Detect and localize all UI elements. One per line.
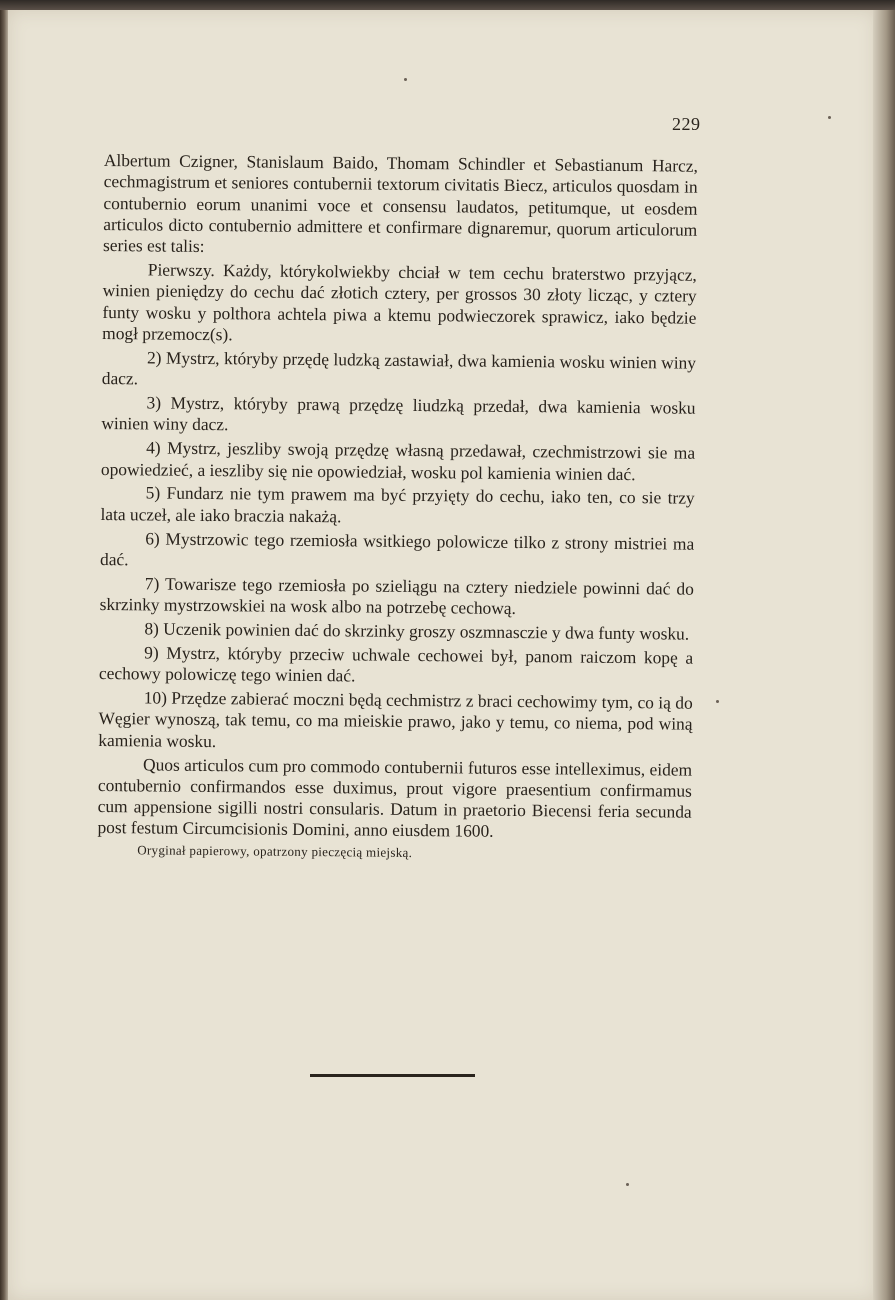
paragraph-article-10: 10) Przędze zabierać moczni będą cechmistrz z braci cechowimy tym, co ią do Węgier wynoszą, tak temu, co ma mieiskie prawo, jako y temu, co niema, pod winą kamienia wosku.: [98, 687, 693, 751]
paragraph-article-1: Pierwszy. Każdy, którykolwiekby chciał w tem cechu braterstwo przyjącz, winien pieniędzy do cechu dać złotich cztery, per grossos 30 złoty licząc, y cztery funty wosku y polthora achtela piwa a ktemu podwieczorek sprawicz, iako będzie mogł przemocz(s).: [102, 259, 697, 345]
paragraph-closing: Quos articulos cum pro commodo contubernii futuros esse intelleximus, eidem contubernio confirmandos esse duximus, prout vigore praesentium confirmamus cum appensione sigilli nostri consularis. Datum in praetorio Biecensi feria secunda post festum Circumcisionis Domini, anno eiusdem 1600.: [97, 753, 693, 842]
page-stack-edge: [873, 10, 895, 1300]
paragraph-intro: Albertum Czigner, Stanislaum Baido, Thomam Schindler et Sebastianum Harcz, cechmagistrum et seniores contubernii textorum civitatis Biecz, articulos quosdam in contubernio eorum unanimi voce et consensu laudatos, petitumque, ut eosdem articulos dicto contubernio admittere et confirmare dignaremur, quorum articulorum series est talis:: [102, 150, 698, 257]
paragraph-article-4: 4) Mystrz, jeszliby swoją przędzę własną przedawał, czechmistrzowi sie ma opowiedzieć, a ieszliby się nie opowiedział, wosku pol kamienia winien dać.: [100, 437, 696, 484]
end-rule: [310, 1074, 475, 1077]
paragraph-article-9: 9) Mystrz, któryby przeciw uchwale cechowei był, panom raiczom kopę a cechowy polowiczę tego winien dać.: [98, 642, 694, 686]
paper-speck: [716, 700, 719, 703]
paragraph-article-5: 5) Fundarz nie tym prawem ma być przyięty do cechu, iako ten, co sie trzy lata uczeł, ale iako braczia nakażą.: [100, 482, 695, 527]
paper-speck: [404, 78, 407, 81]
paper-speck: [626, 1183, 629, 1186]
page-number: 229: [672, 114, 701, 134]
paper-speck: [828, 116, 831, 119]
source-note: Oryginał papierowy, opatrzony pieczęcią miejską.: [137, 842, 413, 861]
document-body: [97, 150, 698, 868]
paragraph-article-3: 3) Mystrz, któryby prawą przędzę liudzką przedał, dwa kamienia wosku winien winy dacz.: [101, 392, 696, 435]
scan-top-edge: [0, 0, 895, 10]
paragraph-article-8: 8) Uczenik powinien dać do skrzinky groszy oszmnasczie y dwa funty wosku.: [144, 618, 690, 644]
paragraph-article-2: 2) Mystrz, któryby przędę ludzką zastawiał, dwa kamienia wosku winien winy dacz.: [101, 347, 697, 389]
paragraph-article-6: 6) Mystrzowic tego rzemiosła wsitkiego polowicze tilko z strony mistriei ma dać.: [99, 528, 695, 570]
paragraph-article-7: 7) Towarisze tego rzemiosła po szieliągu na cztery niedziele powinni dać do skrzinky mystrzowskiei na wosk albo na potrzebę cechową.: [99, 573, 694, 619]
